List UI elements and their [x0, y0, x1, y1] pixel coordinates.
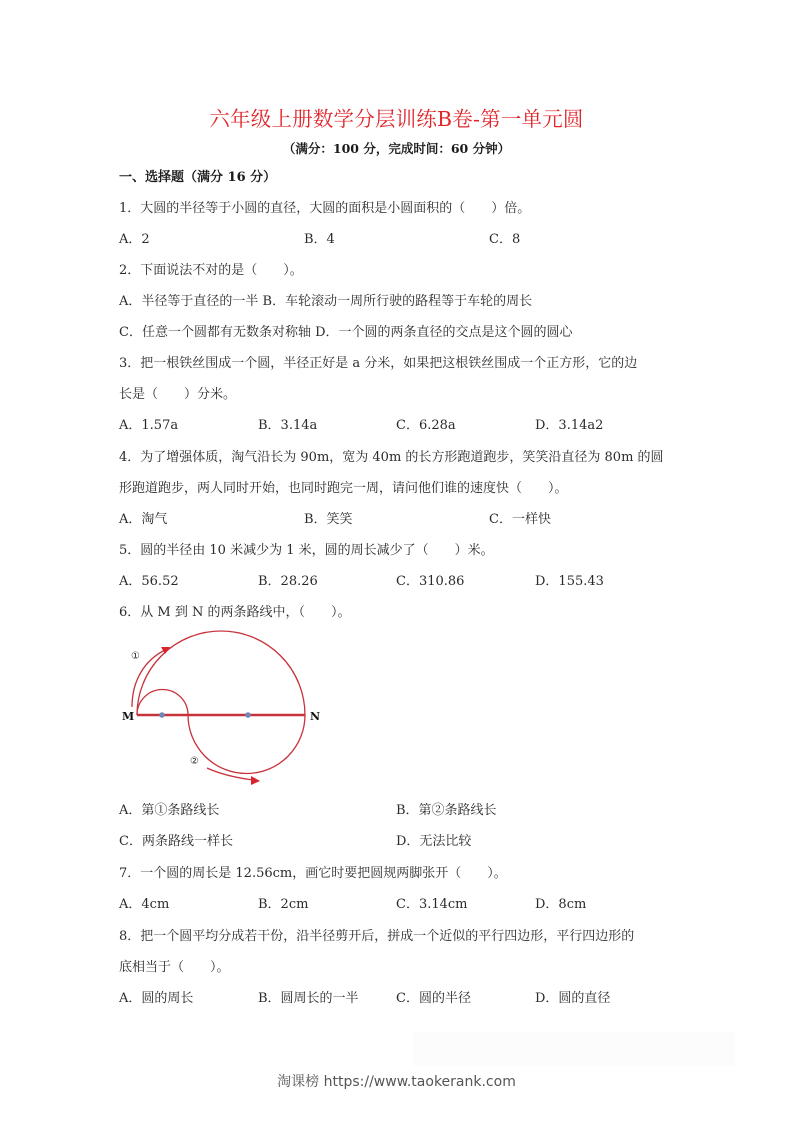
option-a-b: A．半径等于直径的一半 B．车轮滚动一周所行驶的路程等于车轮的周长 — [119, 294, 533, 309]
option-c: C．3.14cm — [396, 897, 468, 912]
option-a: A．圆的周长 — [119, 991, 194, 1006]
large-center-dot — [245, 712, 251, 718]
option-b: B．圆周长的一半 — [258, 991, 359, 1006]
route-2-small-arc — [137, 690, 188, 716]
faint-overlay-box — [413, 1032, 735, 1066]
small-center-dot — [159, 712, 165, 718]
question-text: 4．为了增强体质，淘气沿长为 90m，宽为 40m 的长方形跑道跑步，笑笑沿直径为 80m 的圆 — [119, 450, 664, 465]
option-d: D．3.14a2 — [535, 418, 604, 433]
option-b: B．28.26 — [258, 574, 318, 589]
question-text: 3．把一根铁丝围成一个圆，半径正好是 a 分米，如果把这根铁丝围成一个正方形，它的边 — [119, 356, 638, 371]
label-route-1: ① — [131, 651, 140, 662]
question-text: 2．下面说法不对的是（ ）。 — [119, 263, 303, 278]
option-a: A．2 — [119, 232, 150, 247]
option-c: C．8 — [489, 232, 521, 247]
route-2-large-arc — [188, 715, 305, 774]
option-c: C．两条路线一样长 — [119, 834, 233, 849]
route-1-arc — [137, 631, 305, 715]
option-a: A．1.57a — [119, 418, 179, 433]
question-text-cont: 长是（ ）分米。 — [119, 387, 237, 402]
label-m: M — [122, 710, 135, 723]
option-a: A．4cm — [119, 897, 170, 912]
option-b: B．第②条路线长 — [396, 803, 497, 818]
option-c: C．圆的半径 — [396, 991, 471, 1006]
document-title: 六年级上册数学分层训练B卷-第一单元圆 — [209, 107, 584, 131]
option-c: C．一样快 — [489, 512, 551, 527]
option-d: D．无法比较 — [396, 834, 472, 849]
option-c: C．310.86 — [396, 574, 465, 589]
question-text: 1．大圆的半径等于小圆的直径，大圆的面积是小圆面积的（ ）倍。 — [119, 201, 531, 216]
option-a: A．第①条路线长 — [119, 803, 220, 818]
question-text: 7．一个圆的周长是 12.56cm，画它时要把圆规两脚张开（ ）。 — [119, 866, 507, 881]
option-a: A．淘气 — [119, 512, 168, 527]
option-c-d: C．任意一个圆都有无数条对称轴 D．一个圆的两条直径的交点是这个圆的圆心 — [119, 325, 573, 340]
section-heading: 一、选择题（满分 16 分） — [119, 170, 277, 185]
question-text-cont: 形跑道跑步，两人同时开始，也同时跑完一周，请问他们谁的速度快（ ）。 — [119, 481, 568, 496]
option-b: B．3.14a — [258, 418, 318, 433]
question-text-cont: 底相当于（ ）。 — [119, 960, 230, 975]
option-b: B．4 — [304, 232, 335, 247]
question-text: 8．把一个圆平均分成若干份，沿半径剪开后，拼成一个近似的平行四边形，平行四边形的 — [119, 929, 635, 944]
option-d: D．8cm — [535, 897, 587, 912]
option-b: B．2cm — [258, 897, 309, 912]
option-a: A．56.52 — [119, 574, 179, 589]
label-route-2: ② — [190, 756, 199, 767]
question-text: 6．从 M 到 N 的两条路线中，（ ）。 — [119, 605, 351, 620]
footer-watermark: 淘课榜 https://www.taokerank.com — [277, 1074, 516, 1090]
question-text: 5．圆的半径由 10 米减少为 1 米，圆的周长减少了（ ）米。 — [119, 543, 494, 558]
document-subtitle: （满分：100 分，完成时间：60 分钟） — [282, 141, 511, 156]
option-d: D．圆的直径 — [535, 991, 611, 1006]
option-b: B．笑笑 — [304, 512, 353, 527]
option-d: D．155.43 — [535, 574, 604, 589]
option-c: C．6.28a — [396, 418, 456, 433]
label-n: N — [310, 710, 321, 723]
route-diagram — [110, 625, 340, 795]
